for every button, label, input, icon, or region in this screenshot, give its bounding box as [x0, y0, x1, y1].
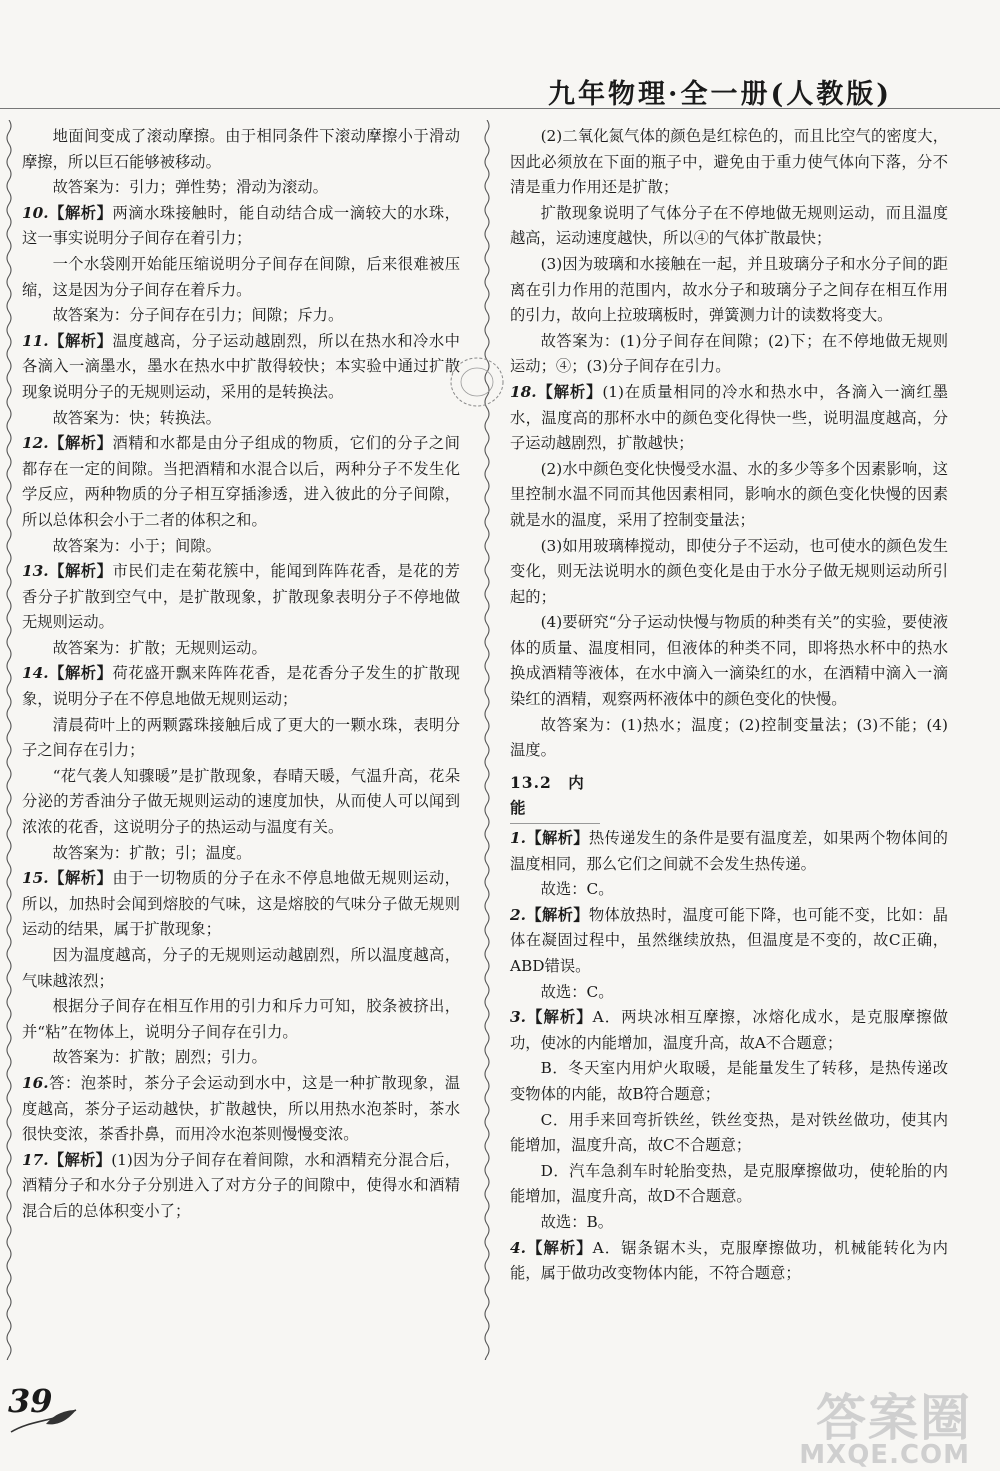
- paragraph-text: (3)因为玻璃和水接触在一起，并且玻璃分子和水分子间的距离在引力作用的范围内，故水分子和玻璃分子之间存在相互作用的引力，故向上拉玻璃板时，弹簧测力计的读数将变大。: [510, 254, 948, 325]
- paragraph-text: 故选：B。: [540, 1212, 614, 1231]
- answer-paragraph: [510, 877, 948, 903]
- question-number: 11.: [22, 331, 49, 350]
- answer-paragraph: [22, 636, 460, 662]
- analysis-tag: 【解析】: [48, 1150, 112, 1169]
- paragraph-text: 市民们走在菊花簇中，能闻到阵阵花香，是花的芳香分子扩散到空气中，是扩散现象，扩散现象表明分子不停地做无规则运动。: [22, 562, 460, 632]
- answer-paragraph: [22, 559, 460, 636]
- paragraph-text: (3)如用玻璃棒搅动，即使分子不运动，也可使水的颜色发生变化，则无法说明水的颜色变化是由于水分子做无规则运动所引起的；: [510, 536, 948, 606]
- paragraph-text: 故答案为：分子间存在引力；间隙；斥力。: [52, 306, 344, 325]
- answer-paragraph: [510, 1056, 948, 1107]
- analysis-tag: 【解析】: [525, 829, 589, 848]
- answer-paragraph: [22, 406, 460, 432]
- answer-paragraph: [510, 1108, 948, 1159]
- question-number: 12.: [22, 434, 49, 453]
- left-wavy-border: [4, 120, 14, 1360]
- paragraph-text: 故答案为：扩散；剧烈；引力。: [52, 1048, 267, 1067]
- paragraph-text: 故答案为：扩散；无规则运动。: [52, 638, 267, 657]
- answer-paragraph: [22, 661, 460, 712]
- left-text-column: [22, 124, 460, 1225]
- answer-paragraph: [22, 943, 460, 994]
- answer-paragraph: [510, 713, 948, 764]
- paragraph-text: A．锯条锯木头，克服摩擦做功，机械能转化为内能，属于做功改变物体内能，不符合题意；: [510, 1238, 948, 1283]
- question-number: 18.: [510, 382, 537, 401]
- book-title: 九年物理·全一册(人教版): [548, 79, 892, 110]
- answer-paragraph: [22, 1148, 460, 1225]
- paragraph-text: 物体放热时，温度可能下降，也可能不变，比如：晶体在凝固过程中，虽然继续放热，但温度是不变的，故C正确，ABD错误。: [510, 905, 948, 975]
- answer-paragraph: [22, 534, 460, 560]
- answer-paragraph: [22, 431, 460, 533]
- answer-paragraph: [510, 380, 948, 457]
- paragraph-text: 地面间变成了滚动摩擦。由于相同条件下滚动摩擦小于滑动摩擦，所以巨石能够被移动。: [22, 127, 460, 171]
- question-number: 3.: [510, 1008, 526, 1027]
- paragraph-text: A．两块冰相互摩擦，冰熔化成水，是克服摩擦做功，使冰的内能增加，温度升高，故A不合题意；: [510, 1008, 948, 1052]
- paragraph-text: 清晨荷叶上的两颗露珠接触后成了更大的一颗水珠，表明分子之间存在引力；: [22, 715, 460, 760]
- paragraph-text: 故答案为：(1)热水；温度；(2)控制变量法；(3)不能；(4)温度。: [510, 715, 948, 760]
- question-number: 16.: [22, 1073, 49, 1092]
- answer-paragraph: [22, 994, 460, 1045]
- question-number: 13.: [22, 562, 49, 581]
- paragraph-text: 温度越高，分子运动越剧烈，所以在热水和冷水中各滴入一滴墨水，墨水在热水中扩散得较快；本实验中通过扩散现象说明分子的无规则运动，采用的是转换法。: [22, 331, 460, 401]
- analysis-tag: 【解析】: [48, 869, 113, 888]
- paragraph-text: 热传递发生的条件是要有温度差，如果两个物体间的温度相同，那么它们之间就不会发生热传递。: [510, 829, 948, 873]
- paragraph-text: 两滴水珠接触时，能自动结合成一滴较大的水珠，这一事实说明分子间存在着引力；: [22, 203, 460, 248]
- analysis-tag: 【解析】: [525, 905, 589, 924]
- analysis-tag: 【解析】: [536, 382, 603, 401]
- paragraph-text: 故答案为：小于；间隙。: [52, 536, 221, 555]
- answer-paragraph: [22, 124, 460, 175]
- answer-paragraph: [510, 1236, 948, 1287]
- paragraph-text: “花气袭人知骤暖”是扩散现象，春晴天暖，气温升高，花朵分泌的芳香油分子做无规则运动的速度加快，从而使人可以闻到浓浓的花香，这说明分子的热运动与温度有关。: [22, 766, 460, 837]
- answer-paragraph: [510, 124, 948, 201]
- answer-paragraph: [22, 1045, 460, 1071]
- paragraph-text: 故选：C。: [540, 880, 614, 899]
- question-number: 14.: [22, 664, 49, 683]
- question-number: 10.: [22, 203, 49, 222]
- answer-paragraph: [22, 329, 460, 406]
- answer-paragraph: [510, 329, 948, 380]
- answer-paragraph: [510, 980, 948, 1006]
- watermark-logo-text: 答案圈: [816, 1389, 972, 1447]
- analysis-tag: 【解析】: [48, 562, 113, 581]
- question-number: 4.: [510, 1238, 526, 1257]
- question-number: 17.: [22, 1150, 49, 1169]
- answer-paragraph: [22, 713, 460, 764]
- answer-paragraph: [22, 866, 460, 943]
- paragraph-text: (2)二氧化氮气体的颜色是红棕色的，而且比空气的密度大，因此必须放在下面的瓶子中，避免由于重力使气体向下落，分不清是重力作用还是扩散；: [510, 127, 948, 197]
- answer-paragraph: [510, 1210, 948, 1236]
- question-number: 1.: [510, 829, 526, 848]
- answer-paragraph: [22, 1071, 460, 1148]
- answer-paragraph: [510, 457, 948, 534]
- paragraph-text: 荷花盛开飘来阵阵花香，是花香分子发生的扩散现象，说明分子在不停息地做无规则运动；: [22, 664, 460, 709]
- paragraph-text: 因为温度越高，分子的无规则运动越剧烈，所以温度越高，气味越浓烈；: [22, 946, 460, 990]
- analysis-tag: 【解析】: [525, 1008, 593, 1027]
- paragraph-text: 故答案为：(1)分子间存在间隙；(2)下；在不停地做无规则运动；④；(3)分子间存在引力。: [510, 331, 948, 376]
- paragraph-text: 故答案为：引力；弹性势；滑动为滚动。: [52, 178, 328, 197]
- answer-paragraph: [22, 201, 460, 252]
- answer-paragraph: [510, 1005, 948, 1056]
- paragraph-text: 根据分子间存在相互作用的引力和斥力可知，胶条被挤出，并“粘”在物体上，说明分子间存在引力。: [22, 997, 460, 1041]
- header-divider: [0, 108, 1000, 109]
- answer-paragraph: [22, 252, 460, 303]
- paragraph-text: B．冬天室内用炉火取暖，是能量发生了转移，是热传递改变物体的内能，故B符合题意；: [510, 1059, 948, 1103]
- analysis-tag: 【解析】: [525, 1238, 593, 1257]
- paragraph-text: 一个水袋刚开始能压缩说明分子间存在间隙，后来很难被压缩，这是因为分子间存在着斥力。: [22, 254, 460, 299]
- answer-paragraph: [22, 303, 460, 329]
- paragraph-text: 故答案为：扩散；引；温度。: [52, 843, 252, 862]
- paragraph-text: (1)在质量相同的冷水和热水中，各滴入一滴红墨水，温度高的那杯水中的颜色变化得快一些，说明温度越高，分子运动越剧烈，扩散越快；: [510, 382, 948, 453]
- paragraph-text: (4)要研究“分子运动快慢与物质的种类有关”的实验，要使液体的质量、温度相同，但液体的种类不同，即将热水杯中的热水换成酒精等液体，在水中滴入一滴染红的水，在酒精中滴入一滴染红的酒精，观察两杯液体中的颜色变化的快慢。: [510, 613, 948, 709]
- answer-paragraph: [510, 201, 948, 252]
- analysis-tag: 【解析】: [48, 434, 113, 453]
- ink-stamp-mark: [447, 352, 507, 412]
- middle-wavy-divider: [482, 120, 492, 1360]
- paragraph-text: D．汽车急刹车时轮胎变热，是克服摩擦做功，使轮胎的内能增加，温度升高，故D不合题意。: [510, 1161, 948, 1206]
- answer-paragraph: [22, 841, 460, 867]
- paragraph-text: (1)因为分子间存在着间隙，水和酒精充分混合后，酒精分子和水分子分别进入了对方分子的间隙中，使得水和酒精混合后的总体积变小了；: [22, 1150, 460, 1220]
- section-heading: 13.2 内 能: [510, 770, 600, 824]
- answer-paragraph: [22, 175, 460, 201]
- analysis-tag: 【解析】: [48, 331, 113, 350]
- answer-paragraph: [510, 826, 948, 877]
- question-number: 2.: [510, 905, 526, 924]
- analysis-tag: 【解析】: [48, 203, 113, 222]
- paragraph-text: (2)水中颜色变化快慢受水温、水的多少等多个因素影响，这里控制水温不同而其他因素相同，影响水的颜色变化快慢的因素就是水的温度，采用了控制变量法；: [510, 459, 948, 529]
- paragraph-text: 故选：C。: [540, 982, 614, 1001]
- answer-paragraph: [510, 610, 948, 712]
- page-header: [0, 0, 1000, 110]
- paragraph-text: C．用手来回弯折铁丝，铁丝变热，是对铁丝做功，使其内能增加，温度升高，故C不合题意；: [510, 1110, 948, 1155]
- right-text-column: [510, 124, 948, 1287]
- answer-paragraph: [22, 764, 460, 841]
- paragraph-text: 故答案为：快；转换法。: [52, 408, 221, 427]
- watermark-url: MXQE.COM: [799, 1440, 970, 1470]
- analysis-tag: 【解析】: [48, 664, 113, 683]
- answer-paragraph: [510, 1159, 948, 1210]
- answer-paragraph: [510, 252, 948, 329]
- paragraph-text: 由于一切物质的分子在永不停息地做无规则运动，所以，加热时会闻到熔胶的气味，这是熔胶的气味分子做无规则运动的结果，属于扩散现象；: [22, 869, 460, 939]
- answer-paragraph: [510, 534, 948, 611]
- paragraph-text: 扩散现象说明了气体分子在不停地做无规则运动，而且温度越高，运动速度越快，所以④的气体扩散最快；: [510, 203, 948, 248]
- paragraph-text: 酒精和水都是由分子组成的物质，它们的分子之间都存在一定的间隙。当把酒精和水混合以后，两种分子不发生化学反应，两种物质的分子相互穿插渗透，进入彼此的分子间隙，所以总体积会小于二者的体积之和。: [22, 434, 460, 529]
- question-number: 15.: [22, 869, 49, 888]
- page-number: 39: [8, 1382, 53, 1420]
- answer-paragraph: [510, 903, 948, 980]
- paragraph-text: 答：泡茶时，茶分子会运动到水中，这是一种扩散现象，温度越高，茶分子运动越快，扩散越快，所以用热水泡茶时，茶水很快变浓，茶香扑鼻，而用冷水泡茶则慢慢变浓。: [22, 1073, 460, 1144]
